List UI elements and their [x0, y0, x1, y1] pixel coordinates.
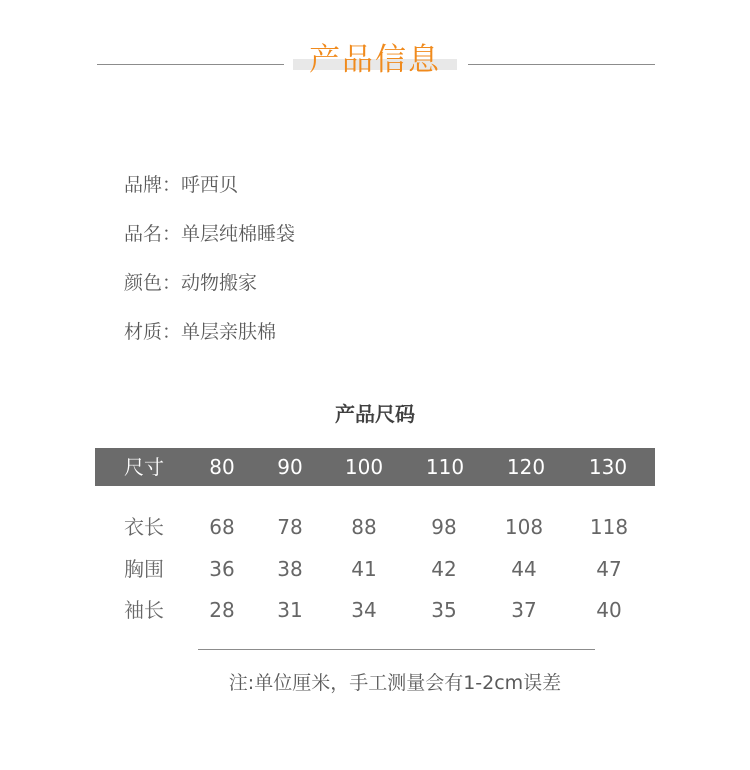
table-cell: 41 [351, 557, 377, 581]
header-divider-left [97, 64, 284, 65]
table-cell: 38 [277, 557, 303, 581]
table-cell: 42 [431, 557, 457, 581]
info-key: 品牌 [124, 174, 163, 196]
table-cell: 34 [351, 598, 377, 622]
table-cell: 35 [431, 598, 457, 622]
measurement-note: 注:单位厘米，手工测量会有1-2cm误差 [228, 672, 562, 694]
header-cell: 130 [588, 455, 628, 479]
table-row [0, 595, 750, 625]
header-cell: 120 [506, 455, 546, 479]
table-cell: 31 [277, 598, 303, 622]
size-table-header [95, 448, 655, 486]
table-cell: 47 [596, 557, 622, 581]
table-cell: 78 [277, 515, 303, 539]
table-cell: 36 [209, 557, 235, 581]
header-cell: 尺寸 [124, 455, 164, 479]
table-cell: 68 [209, 515, 235, 539]
info-sep: ： [162, 223, 182, 245]
info-value: 呼西贝 [181, 174, 239, 196]
row-label: 衣长 [124, 515, 164, 539]
section-title: 产品信息 [309, 42, 441, 78]
header-cell: 80 [209, 455, 235, 479]
info-key: 品名 [124, 223, 163, 245]
info-material [124, 320, 276, 344]
table-cell: 88 [351, 515, 377, 539]
info-sep: ： [162, 174, 182, 196]
table-cell: 28 [209, 598, 235, 622]
table-cell: 44 [511, 557, 537, 581]
info-value: 单层亲肤棉 [181, 321, 277, 343]
table-cell: 37 [511, 598, 537, 622]
footer-divider [198, 649, 595, 650]
info-key: 材质 [124, 321, 163, 343]
info-brand [124, 173, 238, 197]
table-cell: 108 [504, 515, 544, 539]
row-label: 胸围 [124, 557, 164, 581]
header-divider-right [468, 64, 655, 65]
info-sep: ： [162, 272, 182, 294]
table-cell: 118 [589, 515, 629, 539]
table-cell: 40 [596, 598, 622, 622]
info-value: 动物搬家 [181, 272, 258, 294]
info-value: 单层纯棉睡袋 [181, 223, 296, 245]
row-label: 袖长 [124, 598, 164, 622]
header-cell: 100 [344, 455, 384, 479]
table-row [0, 554, 750, 584]
header-cell: 90 [277, 455, 303, 479]
header-cell: 110 [425, 455, 465, 479]
table-row [0, 512, 750, 542]
info-sep: ： [162, 321, 182, 343]
info-color [124, 271, 257, 295]
info-key: 颜色 [124, 272, 163, 294]
table-cell: 98 [431, 515, 457, 539]
info-name [124, 222, 295, 246]
size-table-title: 产品尺码 [335, 402, 415, 426]
